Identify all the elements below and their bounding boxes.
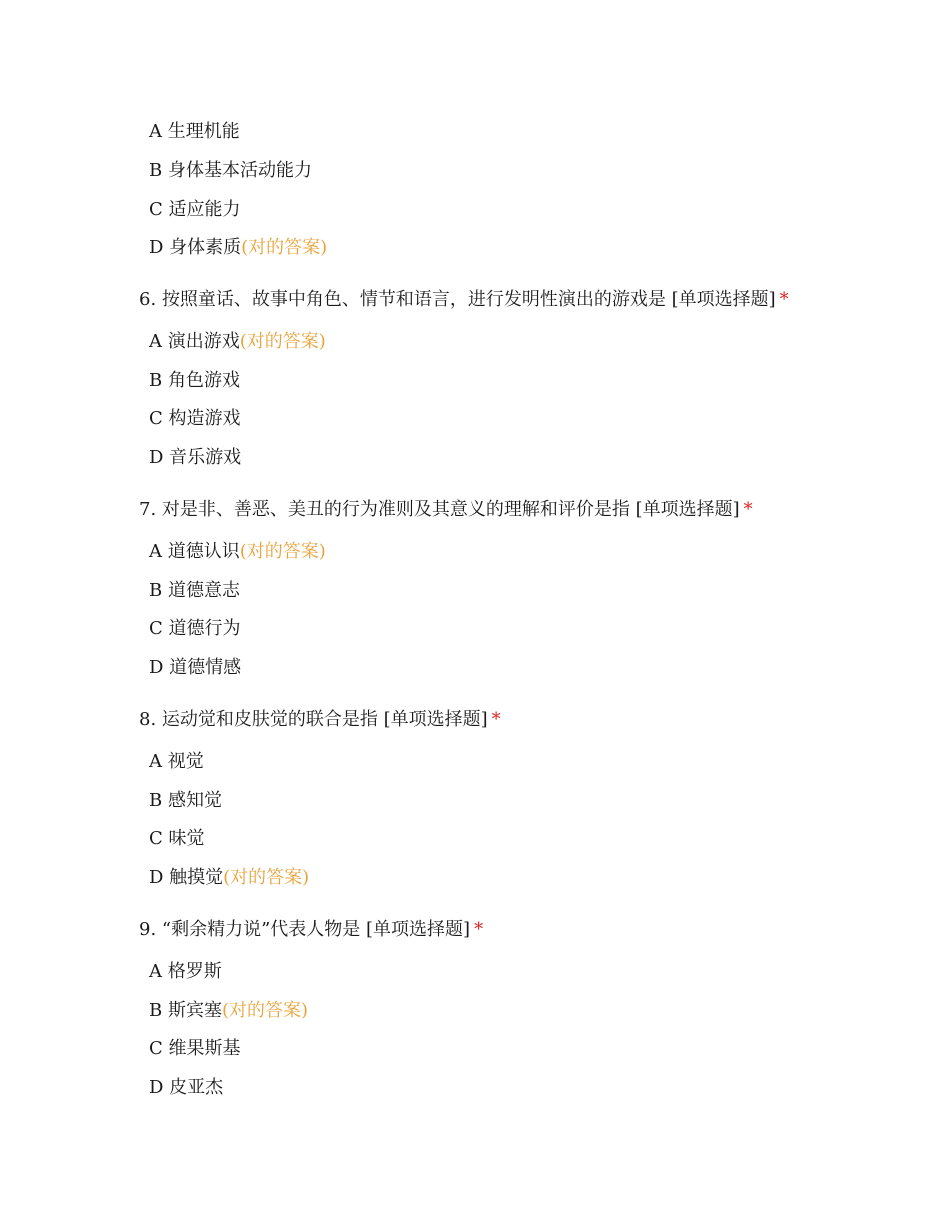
option-text: D 身体素质 [149,237,242,258]
q8-option-c [149,827,205,851]
question-text: 7. 对是非、善恶、美丑的行为准则及其意义的理解和评价是指 [单项选择题] [139,499,740,520]
required-marker: * [743,499,753,520]
question-6-stem [139,288,789,312]
option-text: B 道德意志 [149,580,240,601]
q6-option-b [149,369,240,393]
option-text: C 维果斯基 [149,1038,241,1059]
option-text: A 道德认识 [149,541,240,562]
option-text: D 音乐游戏 [149,447,242,468]
q9-option-c [149,1037,241,1061]
q7-option-b [149,579,240,603]
option-text: D 道德情感 [149,657,242,678]
option-text: C 道德行为 [149,618,241,639]
required-marker: * [779,289,789,310]
option-text: D 触摸觉 [149,867,224,888]
option-text: B 斯宾塞 [149,1000,222,1021]
required-marker: * [491,709,501,730]
correct-answer-mark: (对的答案) [239,331,326,352]
q7-option-a [149,540,326,564]
q6-option-c [149,407,241,431]
option-text: B 感知觉 [149,790,222,811]
question-7-stem [139,498,753,522]
option-text: C 味觉 [149,828,205,849]
q5-option-d [149,236,327,260]
q9-option-a [149,960,222,984]
question-text: 9. “剩余精力说”代表人物是 [单项选择题] [139,919,471,940]
option-text: C 适应能力 [149,199,241,220]
option-text: A 演出游戏 [149,331,240,352]
option-text: B 角色游戏 [149,370,240,391]
option-text: A 生理机能 [149,121,240,142]
question-8-stem [139,708,501,732]
q5-option-a [149,120,240,144]
q7-option-d [149,656,241,680]
q9-option-d [149,1076,223,1100]
q6-option-d [149,446,241,470]
question-9-stem [139,918,483,942]
question-text: 6. 按照童话、故事中角色、情节和语言，进行发明性演出的游戏是 [单项选择题] [139,289,776,310]
correct-answer-mark: (对的答案) [223,867,310,888]
q8-option-b [149,789,222,813]
correct-answer-mark: (对的答案) [241,237,328,258]
option-text: A 格罗斯 [149,961,222,982]
q7-option-c [149,617,241,641]
q8-option-a [149,750,204,774]
correct-answer-mark: (对的答案) [239,541,326,562]
option-text: B 身体基本活动能力 [149,160,312,181]
question-text: 8. 运动觉和皮肤觉的联合是指 [单项选择题] [139,709,488,730]
required-marker: * [474,919,484,940]
q5-option-b [149,159,312,183]
option-text: D 皮亚杰 [149,1077,224,1098]
option-text: C 构造游戏 [149,408,241,429]
q9-option-b [149,999,308,1023]
q6-option-a [149,330,326,354]
q8-option-d [149,866,309,890]
correct-answer-mark: (对的答案) [221,1000,308,1021]
q5-option-c [149,198,241,222]
option-text: A 视觉 [149,751,204,772]
